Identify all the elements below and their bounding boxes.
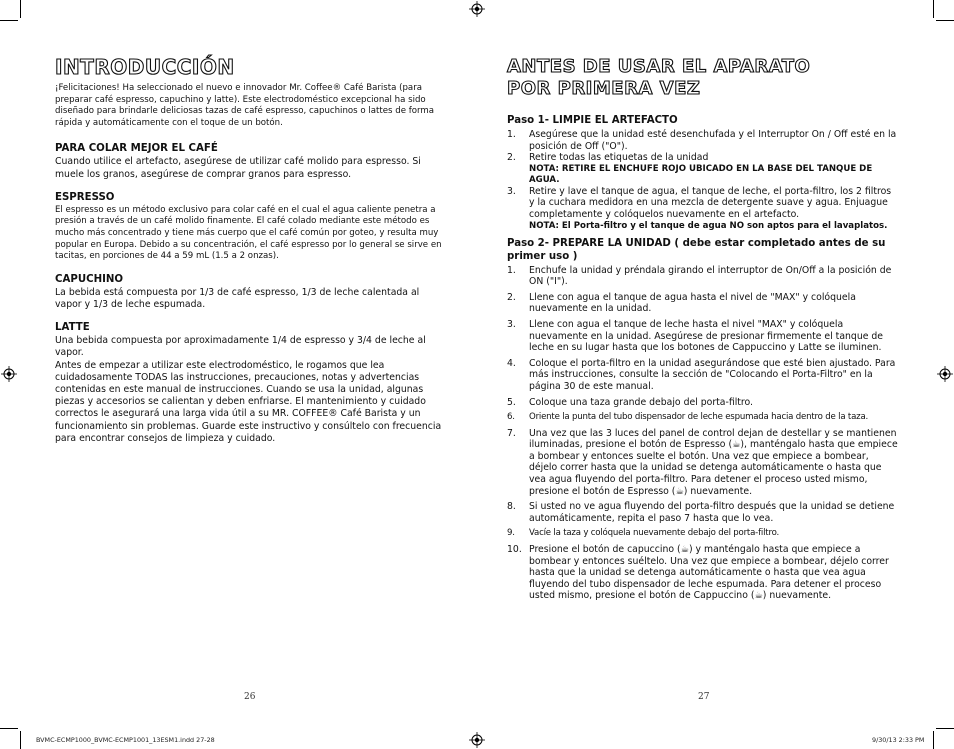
item-number: 6. bbox=[507, 412, 515, 423]
title-line: POR PRIMERA VEZ bbox=[507, 78, 701, 99]
item-text: Oriente la punta del tubo dispensador de leche espumada hacia dentro de la taza. bbox=[529, 412, 869, 423]
item-text: Llene con agua el tanque de leche hasta el nivel "MAX" y colóquela nuevamente en la unidad. Asegúrese de presionar firmemente el tanque de leche en su lugar hasta que los botones de Cappuccino y Latte se iluminen. bbox=[529, 318, 884, 354]
intro-paragraph: ¡Felicitaciones! Ha seleccionado el nuevo e innovador Mr. Coffee® Café Barista (para preparar café espresso, capuchino y latte). Este electrodoméstico excepcional ha sido diseñado para brindarle deliciosas tazas de café espresso, capuchinos o lattes de forma rápida y automáticamente con el toque de un botón. bbox=[55, 83, 435, 128]
step-heading: Paso 2- PREPARE LA UNIDAD ( debe estar completado antes de su primer uso ) bbox=[507, 237, 886, 262]
item-number: 3. bbox=[507, 318, 516, 330]
crop-mark bbox=[933, 0, 934, 18]
item-text: Presione el botón de capuccino (☕) y manténgalo hasta que empiece a bombear y entonces suéltelo. Una vez que empiece a bombear, déjelo correr hasta que la unidad se detenga automáticamente o hasta que vea agua fluyendo del tubo dispensador de leche espumada. Para detener el proceso usted mismo, presione el botón de Cappuccino (☕) nuevamente. bbox=[529, 544, 889, 602]
list-item bbox=[507, 152, 899, 186]
left-page bbox=[55, 56, 447, 445]
item-number: 1. bbox=[507, 129, 516, 140]
crop-mark bbox=[0, 20, 18, 21]
section-heading: LATTE bbox=[55, 322, 90, 334]
section-heading: CAPUCHINO bbox=[55, 273, 124, 285]
list-item bbox=[507, 358, 899, 393]
list-item bbox=[507, 319, 899, 354]
registration-mark-icon bbox=[937, 366, 953, 382]
item-number: 2. bbox=[507, 152, 516, 164]
section-text: Una bebida compuesta por aproximadamente 1/4 de espresso y 3/4 de leche al vapor. bbox=[55, 335, 426, 359]
item-number: 9. bbox=[507, 528, 515, 539]
item-number: 7. bbox=[507, 427, 516, 439]
list-item bbox=[507, 186, 899, 232]
list-item bbox=[507, 397, 899, 409]
item-number: 3. bbox=[507, 185, 516, 197]
item-note: NOTA: El Porta-filtro y el tanque de agua NO son aptos para el lavaplatos. bbox=[529, 220, 888, 231]
list-item bbox=[507, 428, 899, 498]
item-number: 5. bbox=[507, 396, 516, 408]
footer-timestamp: 9/30/13 2:33 PM bbox=[872, 736, 925, 744]
list-item bbox=[507, 412, 899, 424]
step2-list bbox=[507, 265, 899, 602]
item-number: 1. bbox=[507, 264, 516, 276]
item-text: Una vez que las 3 luces del panel de control dejan de destellar y se mantienen iluminadas, presione el botón de Espresso (☕), manténgalo hasta que empiece a bombear y entonces suelte el botón. Una vez que empiece a bombear, déjelo correr hasta que la unidad se detenga automáticamente o hasta que vea agua fluyendo del porta-filtro. Para detener el proceso usted mismo, presione el botón de Espresso (☕) nuevamente. bbox=[529, 427, 898, 497]
registration-mark-icon bbox=[1, 366, 17, 382]
registration-mark-icon bbox=[469, 1, 485, 17]
page-number: 26 bbox=[244, 692, 256, 702]
item-number: 10. bbox=[507, 544, 522, 556]
closing-paragraph: Antes de empezar a utilizar este electrodoméstico, le rogamos que lea cuidadosamente TODAS las instrucciones, precauciones, notas y advertencias contenidas en este manual de instrucciones. Cuando se usa la unidad, algunas piezas y accesorios se calientan y deben enfriarse. El mantenimiento y cuidado correctos le asegurará una larga vida útil a su MR. COFFEE® Café Barista y un funcionamiento sin problemas. Guarde este instructivo y consúltelo con frecuencia para encontrar consejos de limpieza y cuidado. bbox=[55, 359, 442, 444]
step1-list bbox=[507, 129, 899, 232]
crop-mark bbox=[933, 731, 934, 749]
page-title: INTRODUCCIÓN bbox=[55, 55, 235, 79]
list-item bbox=[507, 501, 899, 524]
section-heading: PARA COLAR MEJOR EL CAFÉ bbox=[55, 143, 218, 155]
item-text: Retire y lave el tanque de agua, el tanque de leche, el porta-filtro, los 2 filtros y la cuchara medidora en una mezcla de detergente suave y agua. Enjuague completamente y colóquelos nuevamente en el artefacto. bbox=[529, 185, 892, 220]
list-item bbox=[507, 265, 899, 288]
crop-mark bbox=[936, 20, 954, 21]
item-number: 2. bbox=[507, 291, 516, 303]
section-heading: ESPRESSO bbox=[55, 191, 115, 203]
registration-mark-icon bbox=[469, 732, 485, 748]
section-text: El espresso es un método exclusivo para colar café en el cual el agua caliente penetra a presión a través de un café molido finamente. El café colado mediante este método es mucho más concentrado y tiene más cuerpo que el café común por goteo, y resulta muy popular en Europa. Debido a su concentración, el café espresso por lo general se sirve en tacitas, en porciones de 44 a 59 mL (1.5 a 2 onzas). bbox=[55, 204, 442, 262]
right-page bbox=[507, 56, 899, 602]
item-text: Enchufe la unidad y préndala girando el interruptor de On/Off a la posición de ON ("I"). bbox=[529, 264, 892, 288]
crop-mark bbox=[0, 728, 18, 729]
page-number: 27 bbox=[698, 692, 710, 702]
item-text: Si usted no ve agua fluyendo del porta-filtro después que la unidad se detiene automáticamente, repita el paso 7 hasta que lo vea. bbox=[529, 501, 895, 524]
item-text: Coloque el porta-filtro en la unidad asegurándose que esté bien ajustado. Para más instrucciones, consulte la sección de "Colocando el Porta-Filtro" en la página 30 de este manual. bbox=[529, 357, 896, 392]
item-text: Coloque una taza grande debajo del porta-filtro. bbox=[529, 396, 754, 408]
item-text: Retire todas las etiquetas de la unidad bbox=[529, 152, 709, 164]
list-item bbox=[507, 129, 899, 152]
title-line: ANTES DE USAR EL APARATO bbox=[507, 56, 811, 77]
section-text: La bebida está compuesta por 1/3 de café espresso, 1/3 de leche calentada al vapor y 1/3 de leche espumada. bbox=[55, 286, 420, 310]
crop-mark bbox=[20, 0, 21, 18]
crop-mark bbox=[936, 728, 954, 729]
list-item bbox=[507, 292, 899, 315]
list-item bbox=[507, 528, 899, 540]
crop-mark bbox=[20, 731, 21, 749]
section-text: Cuando utilice el artefacto, asegúrese de utilizar café molido para espresso. Si muele los granos, asegúrese de comprar granos para espresso. bbox=[55, 156, 421, 180]
footer-filename: BVMC-ECMP1000_BVMC-ECMP1001_13ESM1.indd 27-28 bbox=[36, 736, 215, 744]
item-number: 4. bbox=[507, 357, 516, 369]
page-title bbox=[507, 56, 899, 100]
item-text: Asegúrese que la unidad esté desenchufada y el Interruptor On / Off esté en la posición de Off ("O"). bbox=[529, 129, 897, 152]
item-note: NOTA: RETIRE EL ENCHUFE ROJO UBICADO EN LA BASE DEL TANQUE DE AGUA. bbox=[529, 163, 873, 185]
step-heading: Paso 1- LIMPIE EL ARTEFACTO bbox=[507, 115, 678, 126]
list-item bbox=[507, 544, 899, 602]
item-text: Llene con agua el tanque de agua hasta el nivel de "MAX" y colóquela nuevamente en la unidad. bbox=[529, 291, 856, 315]
item-number: 8. bbox=[507, 501, 516, 513]
item-text: Vacíe la taza y colóquela nuevamente debajo del porta-filtro. bbox=[529, 528, 780, 539]
